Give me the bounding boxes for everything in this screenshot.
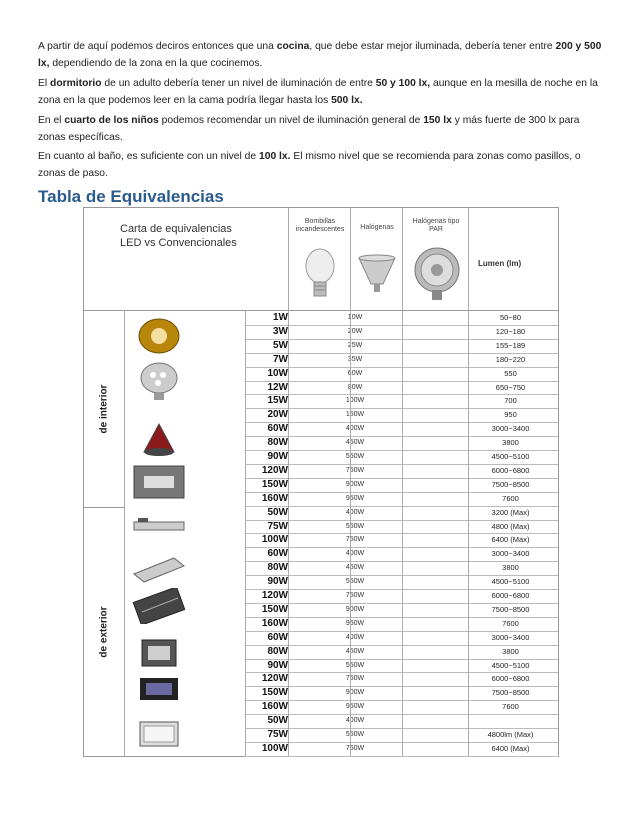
lumen-cell: 7600 xyxy=(502,618,519,628)
lumen-label: Lumen (lm) xyxy=(478,259,522,268)
conventional-watts-cell: 450W xyxy=(345,647,365,655)
led-floodlight-icon xyxy=(130,716,188,750)
led-watts-cell: 120W xyxy=(261,464,288,476)
led-mr16-spot-icon xyxy=(130,316,188,356)
paragraph-text-segment: cuarto de los niños xyxy=(64,115,159,126)
halogen-bulb-icon xyxy=(357,254,397,298)
lumen-cell: 6000~6800 xyxy=(491,591,530,600)
lumen-cell: 155~189 xyxy=(495,340,526,350)
incandescent-bulb-icon xyxy=(303,246,337,302)
led-watts-cell: 150W xyxy=(261,603,288,615)
led-watts-cell: 160W xyxy=(261,701,288,713)
conventional-watts-cell: 550W xyxy=(345,731,365,738)
paragraph-text-segment: , es suficiente con un nivel de xyxy=(121,151,259,162)
lumen-cell: 180~220 xyxy=(495,354,526,364)
lumen-cell: 3800 xyxy=(502,646,519,656)
lumen-cell: 4800lm (Max) xyxy=(487,730,534,739)
conventional-watts-cell: 900W xyxy=(345,605,365,613)
led-watts-cell: 60W xyxy=(267,548,288,560)
led-watts-cell: 50W xyxy=(267,715,288,727)
led-bulb-icon xyxy=(130,360,188,402)
lumen-cell: 650~750 xyxy=(495,382,526,392)
led-watts-cell: 1W xyxy=(273,312,288,323)
lumen-cell: 4500~5100 xyxy=(491,660,530,670)
section-heading: Tabla de Equivalencias xyxy=(38,187,224,206)
paragraph-text-segment: 200 y 500 lx, xyxy=(38,41,602,69)
conventional-watts-cell: 750W xyxy=(345,675,365,683)
lumen-cell: 950 xyxy=(504,410,517,420)
lumen-cell: 7600 xyxy=(502,493,519,503)
paragraph-text-segment: 150 lx xyxy=(423,115,452,126)
conventional-watts-cell: 80W xyxy=(347,383,363,391)
lumen-cell: 3800 xyxy=(502,563,519,573)
conventional-watts-cell: 25W xyxy=(347,341,363,349)
paragraph-text-segment: A partir de aquí podemos deciros entonces que una xyxy=(38,41,277,52)
conventional-watts-cell: 900W xyxy=(345,480,365,488)
led-watts-cell: 100W xyxy=(261,742,288,754)
conventional-watts-cell: 750W xyxy=(345,744,365,752)
led-watts-cell: 120W xyxy=(261,590,288,601)
conventional-watts-cell: 400W xyxy=(345,717,365,725)
led-watts-cell: 75W xyxy=(267,729,288,740)
par-halogen-icon xyxy=(411,246,463,302)
lumen-cell: 3200 (Max) xyxy=(491,507,530,517)
lumen-cell: 6000~6800 xyxy=(491,465,530,475)
paragraph-text-segment: El xyxy=(38,78,51,89)
paragraph-text-segment: de un adulto debería tener un nivel de iluminación de entre xyxy=(101,78,376,89)
paragraph-text-segment: podemos recomendar un nivel de iluminación general de xyxy=(158,115,424,126)
lumen-cell: 700 xyxy=(504,396,517,406)
side-interior: de interior xyxy=(84,310,125,507)
paragraph-text-segment: 100 lx. xyxy=(258,151,291,162)
conventional-watts-cell: 20W xyxy=(347,327,363,335)
paragraph-text-segment: En cuanto al xyxy=(38,151,99,162)
conventional-watts-cell: 750W xyxy=(345,536,365,544)
side-exterior: de exterior xyxy=(84,507,125,756)
conventional-watts-cell: 400W xyxy=(345,633,365,641)
led-watts-cell: 3W xyxy=(273,325,288,337)
conventional-watts-cell: 450W xyxy=(345,439,365,447)
conventional-watts-cell: 450W xyxy=(345,564,365,572)
led-watts-cell: 7W xyxy=(273,353,288,365)
conventional-watts-cell: 400W xyxy=(345,425,365,433)
led-watts-cell: 80W xyxy=(267,562,288,574)
lumen-cell: 7500~8500 xyxy=(491,604,530,614)
led-watts-cell: 12W xyxy=(267,381,288,393)
paragraph-ninos xyxy=(38,112,603,146)
lumen-cell: 6400 (Max) xyxy=(491,535,530,545)
conventional-watts-cell: 35W xyxy=(347,355,363,363)
column-divider xyxy=(402,310,403,756)
lumen-cell: 3000~3400 xyxy=(491,632,530,642)
led-watts-cell: 150W xyxy=(261,687,288,699)
lumen-cell: 50~80 xyxy=(499,313,522,322)
led-watts-cell: 100W xyxy=(261,534,288,546)
lumen-cell: 6000~6800 xyxy=(491,674,530,684)
led-watts-cell: 120W xyxy=(261,673,288,685)
led-watts-cell: 90W xyxy=(267,659,288,671)
linear-fixture-icon xyxy=(130,512,188,540)
conventional-watts-cell: 550W xyxy=(345,453,365,460)
led-watts-cell: 90W xyxy=(267,451,288,462)
paragraph-text-segment: , que debe estar mejor iluminada, debería tener entre xyxy=(309,41,556,52)
table-header xyxy=(84,208,558,311)
floodlight-panel-icon xyxy=(130,588,188,624)
led-watts-cell: 60W xyxy=(267,423,288,435)
led-watts-cell: 80W xyxy=(267,437,288,449)
conventional-watts-cell: 950W xyxy=(345,619,365,627)
led-watts-cell: 50W xyxy=(267,506,288,518)
lumen-cell: 7500~8500 xyxy=(491,688,530,698)
conventional-watts-cell: 550W xyxy=(345,661,365,669)
lumen-cell: 550 xyxy=(504,368,517,378)
equivalence-table xyxy=(83,207,559,757)
paragraph-text-segment: En el xyxy=(38,115,65,126)
led-watts-cell: 15W xyxy=(267,395,288,407)
column-divider xyxy=(288,310,289,756)
conventional-watts-cell: 400W xyxy=(345,550,365,558)
paragraph-text-segment: 50 y 100 lx, xyxy=(375,78,431,89)
high-bay-lamp-icon xyxy=(130,418,188,458)
panel-light-icon xyxy=(130,462,188,502)
conventional-watts-cell: 400W xyxy=(345,508,365,516)
col-halogenas: Halógenas xyxy=(350,208,403,310)
conventional-watts-cell: 900W xyxy=(345,689,365,697)
lumen-cell: 6400 (Max) xyxy=(491,743,530,753)
paragraph-text-segment: dependiendo de la zona en la que cocinemos. xyxy=(49,58,263,69)
led-watts-cell: 75W xyxy=(267,520,288,532)
paragraph-cocina xyxy=(38,38,603,72)
conventional-watts-cell: 10W xyxy=(347,314,363,321)
led-watts-cell: 10W xyxy=(267,367,288,379)
conventional-watts-cell: 150W xyxy=(345,411,365,419)
conventional-watts-cell: 950W xyxy=(345,703,365,711)
street-light-icon xyxy=(130,552,188,584)
column-divider xyxy=(350,310,351,756)
lumen-cell: 120~180 xyxy=(495,326,526,336)
paragraph-text-segment: 500 lx. xyxy=(331,95,363,106)
conventional-watts-cell: 750W xyxy=(345,592,365,599)
conventional-watts-cell: 950W xyxy=(345,494,365,502)
lumen-cell: 4500~5100 xyxy=(491,452,530,461)
paragraph-text-segment: cocina xyxy=(276,41,310,52)
conventional-watts-cell: 100W xyxy=(345,397,365,405)
conventional-watts-cell: 550W xyxy=(345,522,365,530)
lumen-cell: 3800 xyxy=(502,438,519,448)
floodlight-icon xyxy=(130,636,188,670)
lumen-cell: 3000~3400 xyxy=(491,549,530,559)
led-watts-cell: 160W xyxy=(261,492,288,504)
col-par: Halógenas tipo PAR xyxy=(402,208,469,310)
paragraph-text-segment: dormitorio xyxy=(50,78,102,89)
paragraph-text-segment: El mismo nivel que se recomienda para zonas como pasillos, o zonas de paso. xyxy=(38,151,581,179)
lumen-cell: 3000~3400 xyxy=(491,424,530,434)
table-title: Carta de equivalencias LED vs Convencionales xyxy=(120,223,237,249)
led-watts-cell: 5W xyxy=(273,339,288,351)
led-watts-cell: 90W xyxy=(267,576,288,588)
led-watts-cell: 160W xyxy=(261,617,288,629)
led-watts-cell: 150W xyxy=(261,478,288,490)
lumen-cell: 7600 xyxy=(502,702,519,712)
column-divider xyxy=(245,310,246,756)
lumen-cell: 4500~5100 xyxy=(491,577,530,587)
led-watts-cell: 20W xyxy=(267,409,288,421)
paragraph-dormitorio xyxy=(38,75,603,109)
conventional-watts-cell: 60W xyxy=(347,369,363,377)
lumen-cell: 7500~8500 xyxy=(491,479,530,489)
led-watts-cell: 80W xyxy=(267,645,288,657)
lumen-cell: 4800 (Max) xyxy=(491,521,530,531)
paragraph-text-segment: aunque en la mesilla de noche en la zona en la que podemos leer en la cama podría llegar hasta los xyxy=(38,78,598,106)
conventional-watts-cell: 550W xyxy=(345,578,365,586)
col-bombillas: Bombillas incandescentes xyxy=(288,208,351,310)
conventional-watts-cell: 750W xyxy=(345,466,365,474)
column-divider xyxy=(468,310,469,756)
led-watts-cell: 60W xyxy=(267,631,288,643)
paragraph-text-segment: baño xyxy=(98,151,122,162)
floodlight-black-icon xyxy=(130,674,188,704)
paragraph-text-segment: y más fuerte de 300 lx para zonas específicas. xyxy=(38,115,580,143)
paragraph-bano xyxy=(38,148,603,182)
